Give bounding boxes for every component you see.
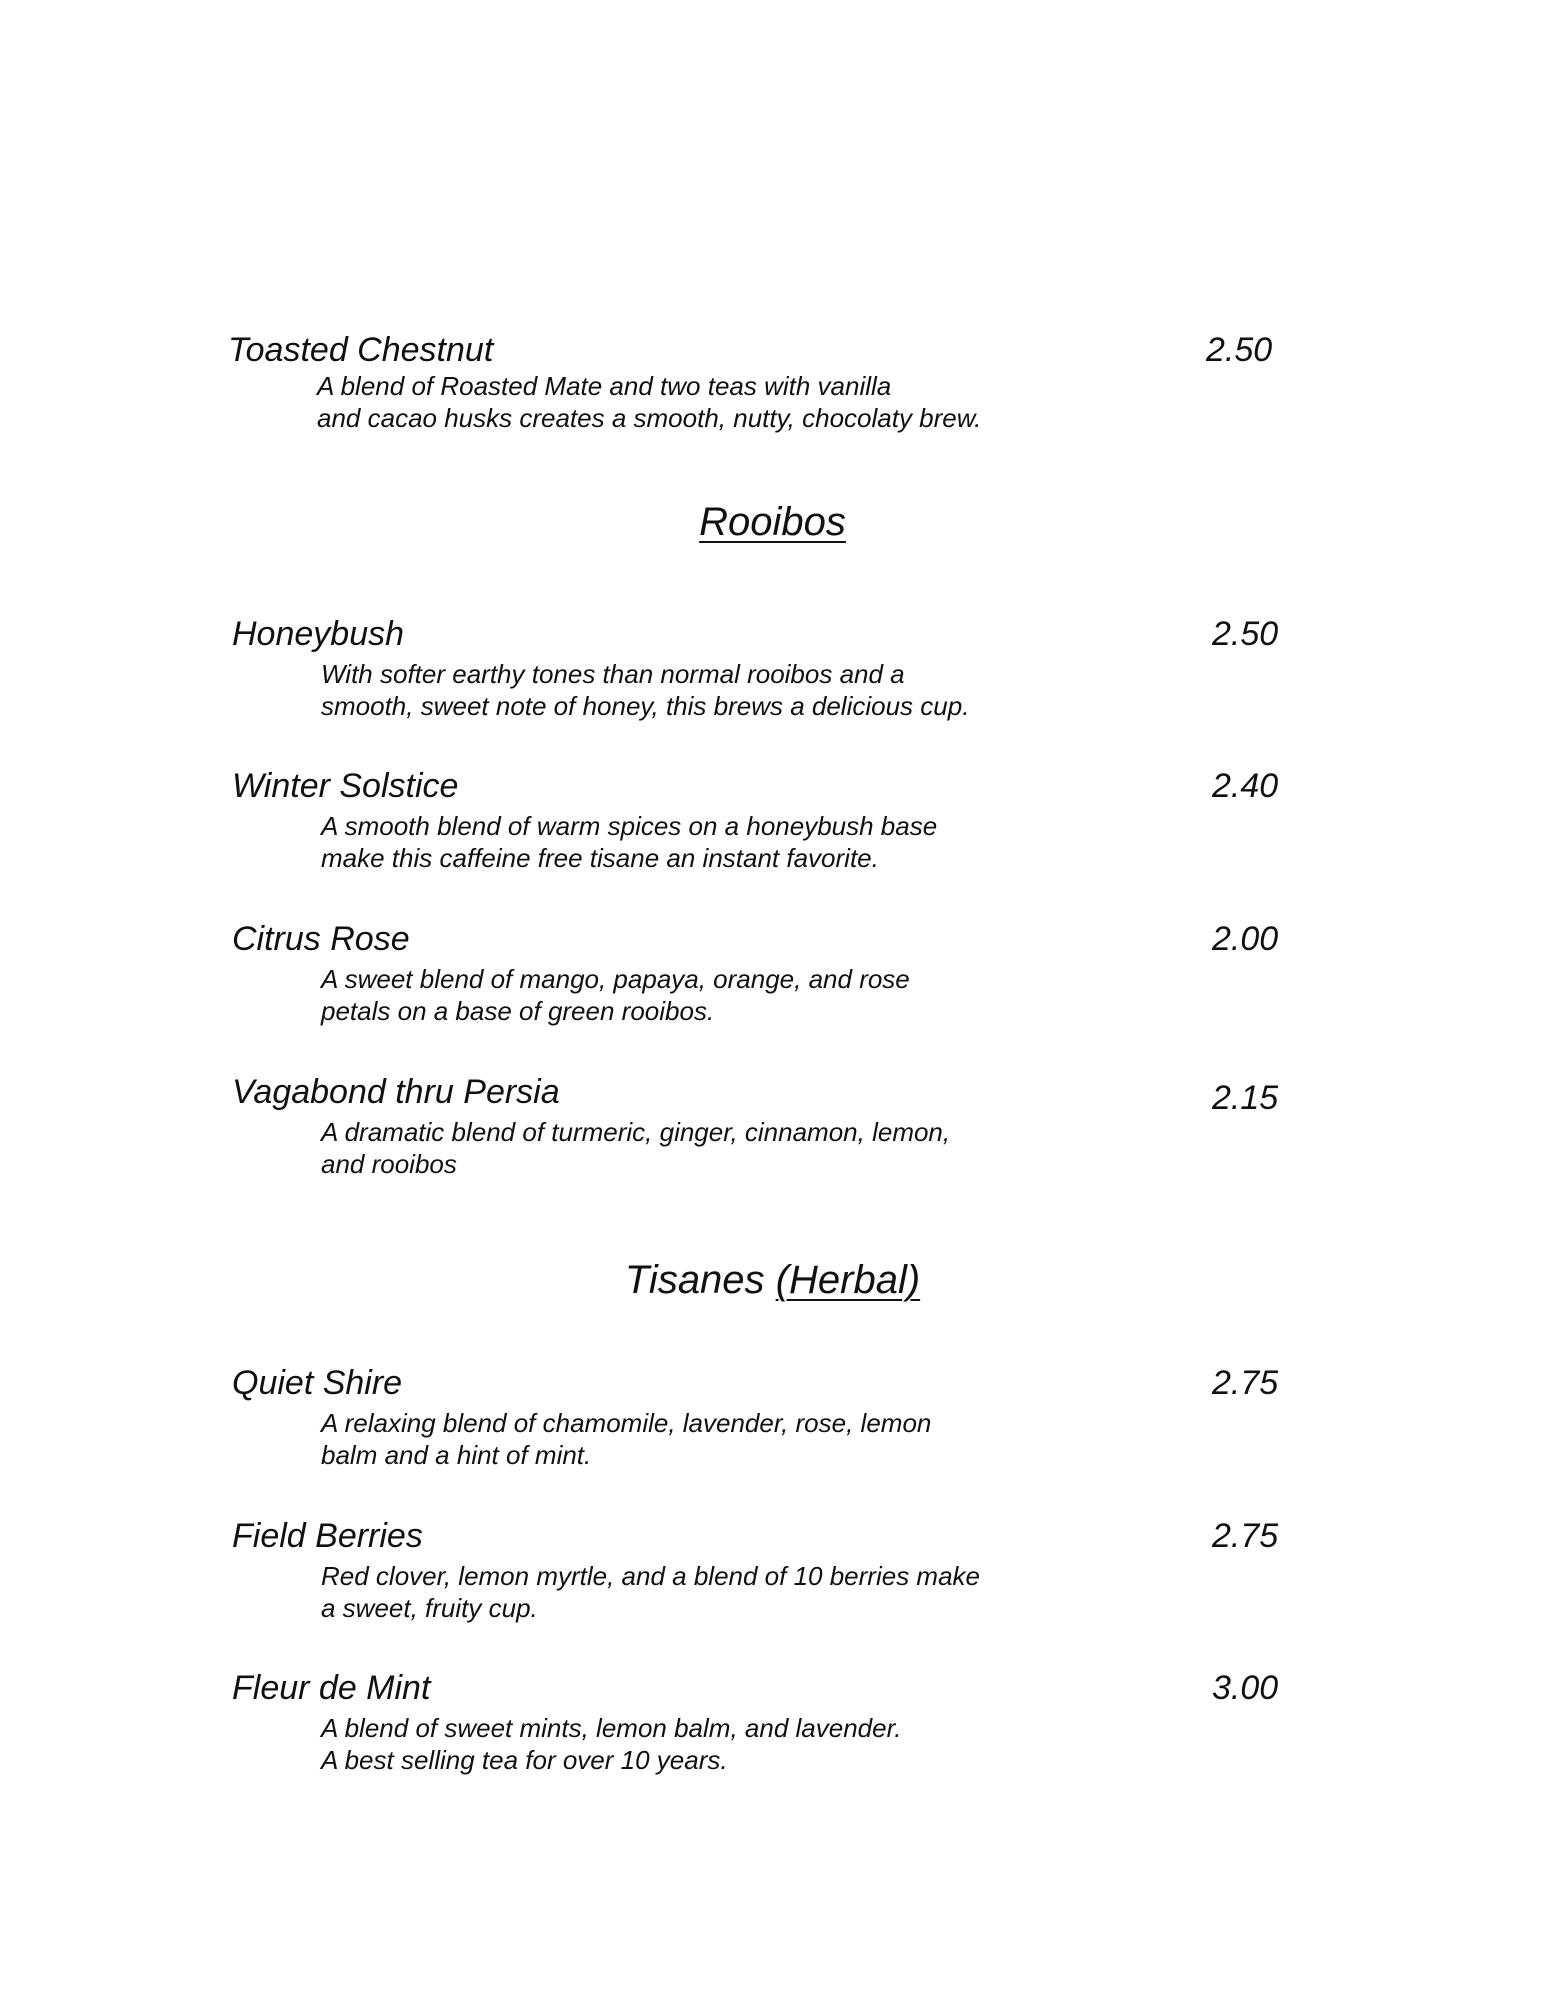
description-line: A blend of Roasted Mate and two teas with vanilla (317, 371, 892, 401)
heading-underlined: (Herbal) (775, 1258, 921, 1302)
item-description (321, 1407, 1081, 1471)
description-line: Red clover, lemon myrtle, and a blend of 10 berries make (321, 1561, 981, 1591)
description-line: and rooibos (321, 1149, 457, 1179)
item-price: 2.15 (1212, 1079, 1279, 1117)
item-description (317, 370, 1077, 434)
description-line: A sweet blend of mango, papaya, orange, and rose (321, 964, 910, 994)
description-line: A relaxing blend of chamomile, lavender, rose, lemon (321, 1408, 932, 1438)
heading-plain: Tisanes (624, 1258, 776, 1302)
item-name: Field Berries (232, 1517, 423, 1555)
item-price: 2.00 (1212, 920, 1279, 958)
item-price: 2.75 (1212, 1364, 1279, 1402)
section-heading-tisanes (0, 1256, 1545, 1304)
description-line: A dramatic blend of turmeric, ginger, cinnamon, lemon, (321, 1117, 951, 1147)
description-line: A best selling tea for over 10 years. (321, 1745, 728, 1775)
item-description (321, 1116, 1081, 1180)
item-name: Toasted Chestnut (228, 331, 494, 369)
item-price: 3.00 (1212, 1669, 1279, 1707)
description-line: With softer earthy tones than normal rooibos and a (321, 659, 905, 689)
heading-underlined: Rooibos (699, 500, 846, 544)
item-price: 2.40 (1212, 767, 1279, 805)
item-name: Fleur de Mint (232, 1669, 431, 1707)
item-description (321, 810, 1081, 874)
description-line: and cacao husks creates a smooth, nutty, chocolaty brew. (317, 403, 982, 433)
description-line: smooth, sweet note of honey, this brews a delicious cup. (321, 691, 970, 721)
item-name: Winter Solstice (232, 767, 459, 805)
item-description (321, 658, 1081, 722)
item-name: Vagabond thru Persia (232, 1073, 560, 1111)
description-line: A smooth blend of warm spices on a honeybush base (321, 811, 938, 841)
item-description (321, 1712, 1081, 1776)
description-line: make this caffeine free tisane an instant favorite. (321, 843, 879, 873)
description-line: petals on a base of green rooibos. (321, 996, 715, 1026)
item-price: 2.75 (1212, 1517, 1279, 1555)
item-name: Honeybush (232, 615, 405, 653)
item-price: 2.50 (1212, 615, 1279, 653)
item-description (321, 963, 1081, 1027)
item-description (321, 1560, 1081, 1624)
description-line: balm and a hint of mint. (321, 1440, 592, 1470)
description-line: A blend of sweet mints, lemon balm, and lavender. (321, 1713, 902, 1743)
item-name: Citrus Rose (232, 920, 410, 958)
item-price: 2.50 (1206, 331, 1273, 369)
description-line: a sweet, fruity cup. (321, 1593, 538, 1623)
section-heading-rooibos (0, 498, 1545, 546)
item-name: Quiet Shire (232, 1364, 403, 1402)
